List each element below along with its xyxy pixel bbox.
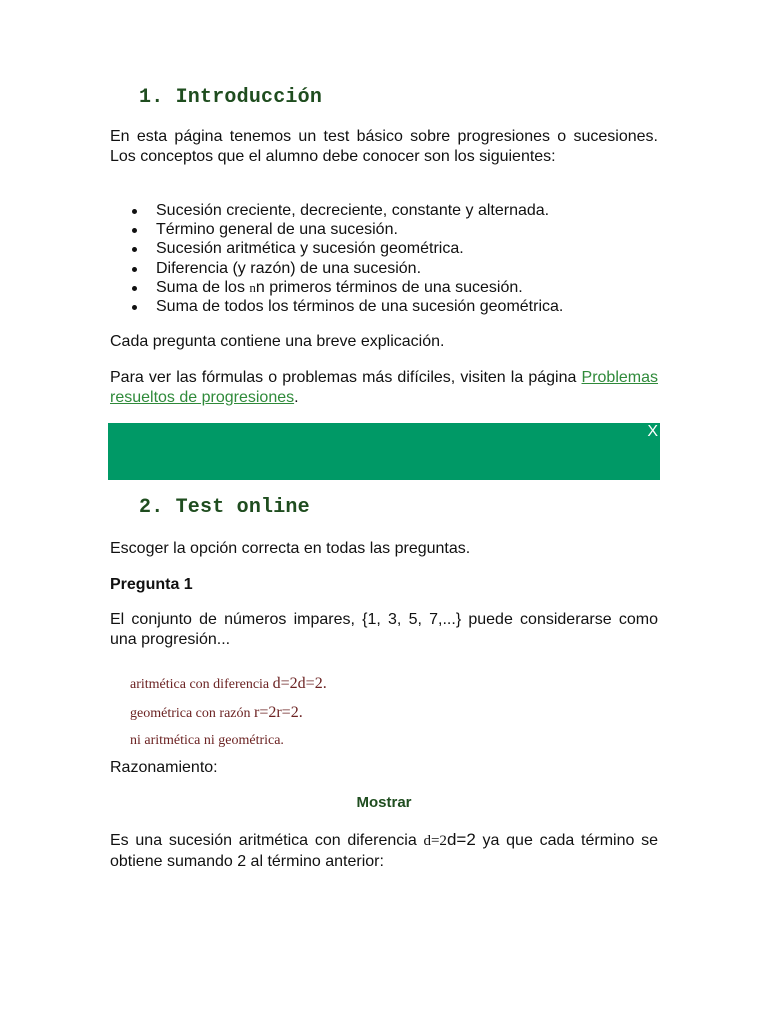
math-n-source: n	[255, 278, 265, 296]
bullet-icon	[132, 286, 137, 291]
show-answer-button[interactable]: Mostrar	[356, 794, 412, 811]
list-item: Sucesión aritmética y sucesión geométrica.	[110, 239, 670, 258]
answer-option-geometric[interactable]: geométrica con razón r=2r=2.	[130, 704, 303, 721]
list-item: Suma de todos los términos de una sucesión geométrica.	[110, 297, 670, 316]
question-text: El conjunto de números impares, {1, 3, 5, 7,...} puede considerarse como una progresión...	[110, 611, 658, 648]
intro-heading: 1. Introducción	[139, 86, 323, 109]
answer-option-arithmetic[interactable]: aritmética con diferencia d=2d=2.	[130, 675, 327, 692]
bullet-icon	[132, 209, 137, 214]
explanation-note: Cada pregunta contiene una breve explicación.	[110, 333, 445, 350]
list-item: Sucesión creciente, decreciente, constante y alternada.	[110, 201, 670, 220]
math-d-rendered: d=2	[423, 833, 447, 849]
math-n-rendered: n	[249, 279, 256, 295]
test-heading: 2. Test online	[139, 496, 310, 519]
question-title: Pregunta 1	[110, 576, 193, 593]
bullet-icon	[132, 267, 137, 272]
problems-link[interactable]: Problemas resueltos de progresiones	[110, 369, 658, 406]
list-item: Término general de una sucesión.	[110, 220, 670, 239]
formulas-paragraph: Para ver las fórmulas o problemas más difíciles, visiten la página Problemas resueltos de progresiones.	[110, 369, 658, 406]
bullet-icon	[132, 247, 137, 252]
math-d-source: d=2	[446, 830, 476, 849]
concept-list	[110, 201, 670, 316]
bullet-icon	[132, 305, 137, 310]
list-item: Diferencia (y razón) de una sucesión.	[110, 259, 670, 278]
bullet-icon	[132, 228, 137, 233]
list-item: Suma de los nn primeros términos de una sucesión.	[110, 278, 670, 297]
reasoning-label: Razonamiento:	[110, 759, 218, 776]
intro-paragraph: En esta página tenemos un test básico sobre progresiones o sucesiones. Los conceptos que el alumno debe conocer son los siguientes:	[110, 128, 658, 165]
test-instruction: Escoger la opción correcta en todas las preguntas.	[110, 540, 471, 557]
answer-text: Es una sucesión aritmética con diferencia d=2d=2 ya que cada término se obtiene sumando 2 al término anterior:	[110, 830, 659, 870]
close-banner-button[interactable]: X	[647, 423, 658, 440]
answer-option-neither[interactable]: ni aritmética ni geométrica.	[130, 733, 284, 748]
ad-banner	[108, 423, 660, 480]
